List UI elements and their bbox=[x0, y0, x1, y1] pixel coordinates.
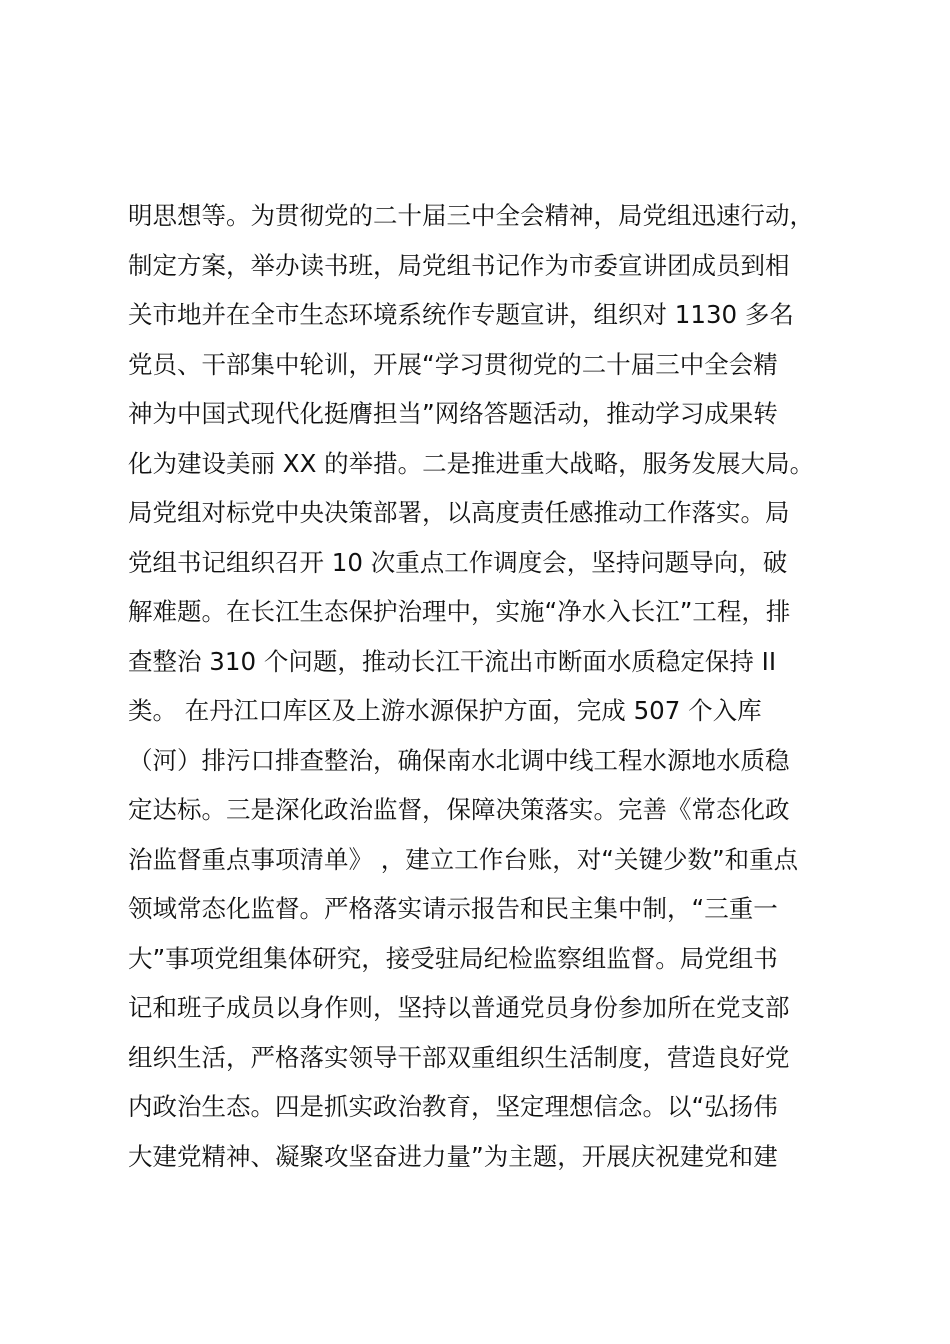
text-line-20: 大建党精神、凝聚攻坚奋进力量”为主题，开展庆祝建党和建 bbox=[128, 1141, 778, 1171]
text-line-14: 治监督重点事项清单》 ，建立工作台账，对“关键少数”和重点 bbox=[128, 844, 799, 874]
text-line-12: （河）排污口排查整治，确保南水北调中线工程水源地水质稳 bbox=[128, 745, 790, 775]
text-line-2: 制定方案，举办读书班，局党组书记作为市委宣讲团成员到相 bbox=[128, 250, 790, 280]
text-line-1: 明思想等。为贯彻党的二十届三中全会精神，局党组迅速行动， bbox=[128, 201, 814, 230]
text-line-3: 关市地并在全市生态环境系统作专题宣讲，组织对 1130 多名 bbox=[128, 300, 794, 329]
text-line-6: 化为建设美丽 XX 的举措。二是推进重大战略，服务发展大局。 bbox=[128, 448, 815, 478]
text-line-7: 局党组对标党中央决策部署，以高度责任感推动工作落实。局 bbox=[128, 498, 790, 527]
text-line-15: 领域常态化监督。严格落实请示报告和民主集中制，“三重一 bbox=[128, 894, 778, 923]
text-line-17: 记和班子成员以身作则，坚持以普通党员身份参加所在党支部 bbox=[128, 993, 790, 1022]
body-text bbox=[128, 191, 848, 1181]
text-line-8: 党组书记组织召开 10 次重点工作调度会，坚持问题导向，破 bbox=[128, 547, 788, 577]
text-line-10: 查整治 310 个问题，推动长江干流出市断面水质稳定保持 II bbox=[128, 646, 777, 676]
text-line-13: 定达标。三是深化政治监督，保障决策落实。完善《常态化政 bbox=[128, 795, 790, 824]
text-line-9: 解难题。在长江生态保护治理中，实施“净水入长江”工程，排 bbox=[128, 597, 791, 626]
text-line-11: 类。 在丹江口库区及上游水源保护方面，完成 507 个入库 bbox=[128, 696, 762, 725]
text-line-4: 党员、干部集中轮训，开展“学习贯彻党的二十届三中全会精 bbox=[128, 349, 778, 379]
text-line-19: 内政治生态。四是抓实政治教育，坚定理想信念。以“弘扬伟 bbox=[128, 1092, 778, 1121]
text-line-16: 大”事项党组集体研究，接受驻局纪检监察组监督。局党组书 bbox=[128, 943, 778, 973]
text-line-5: 神为中国式现代化挺膺担当”网络答题活动，推动学习成果转 bbox=[128, 399, 778, 428]
text-line-18: 组织生活，严格落实领导干部双重组织生活制度，营造良好党 bbox=[128, 1042, 790, 1072]
